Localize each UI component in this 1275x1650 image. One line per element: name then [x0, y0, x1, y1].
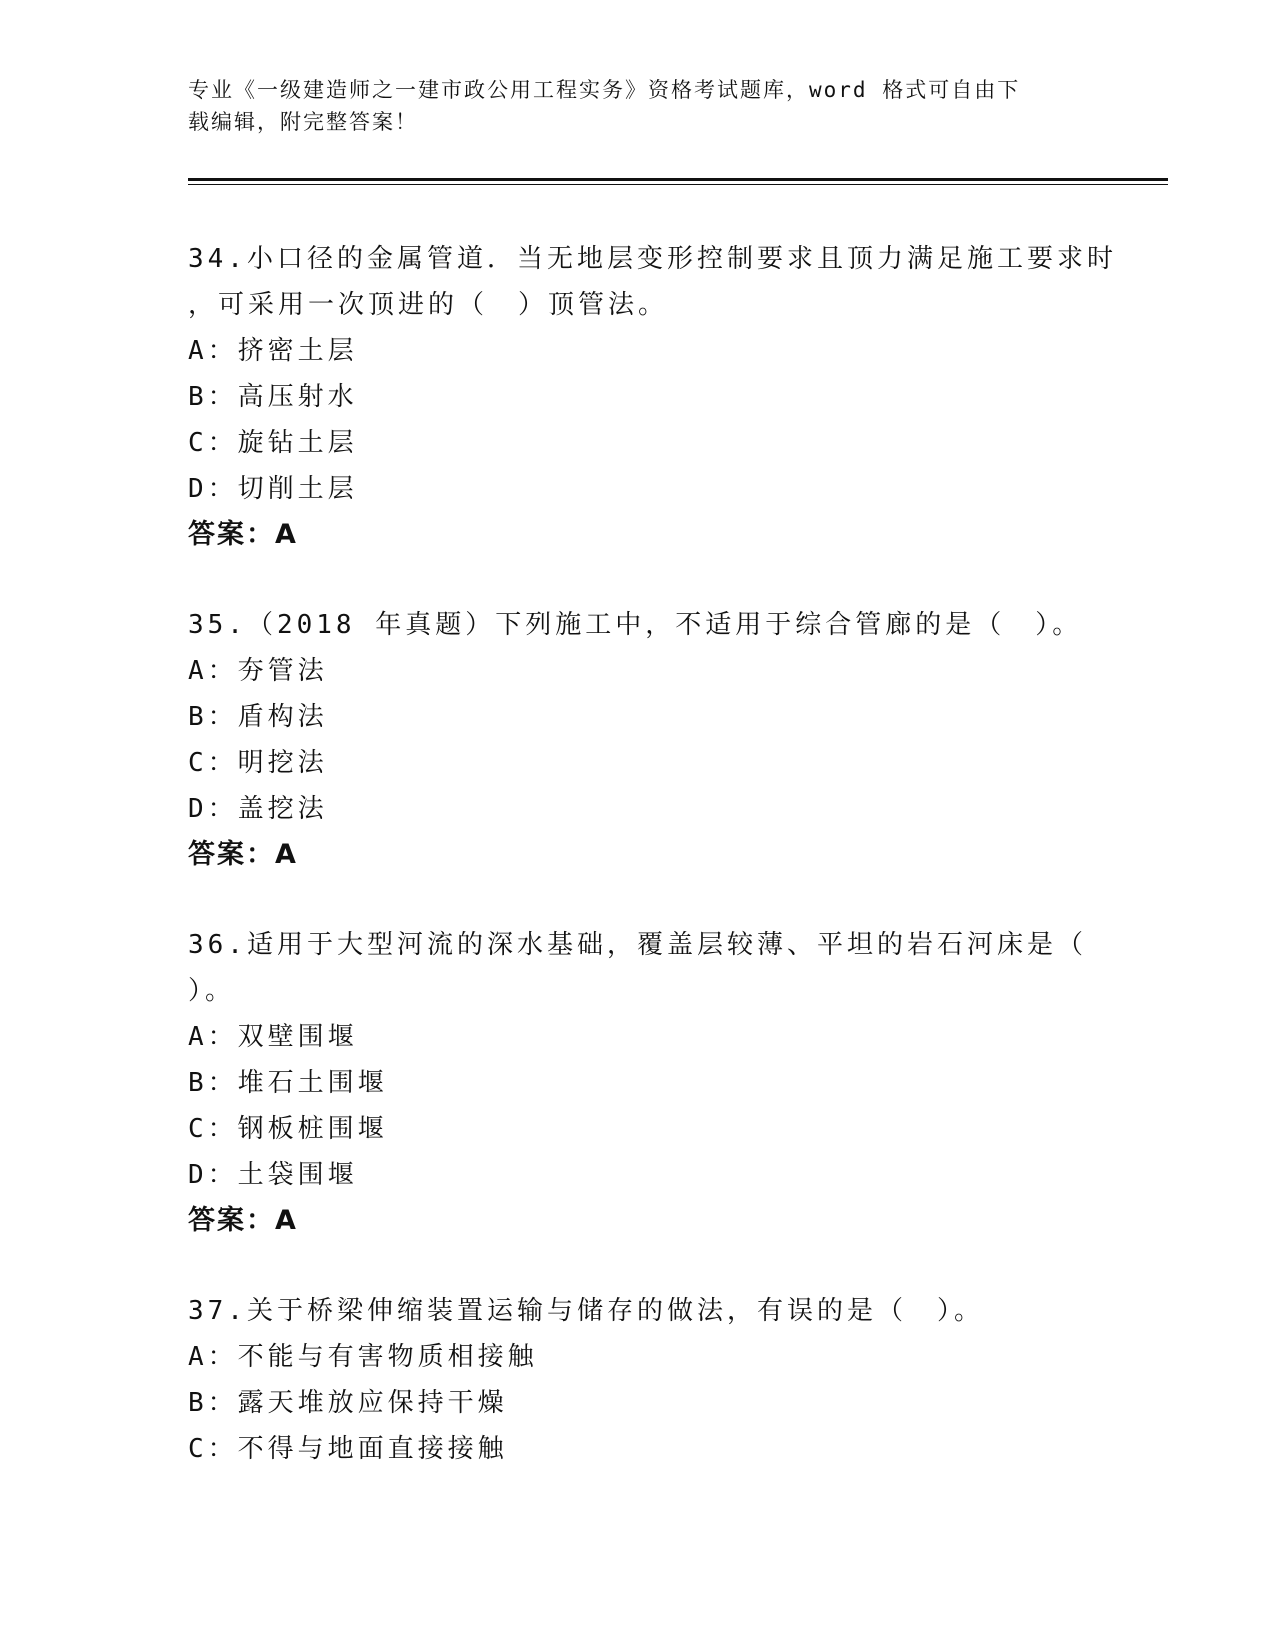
question-list: [188, 236, 1117, 1516]
header-line: 专业《一级建造师之一建市政公用工程实务》资格考试题库，word 格式可自由下: [188, 78, 1021, 102]
option-b: B：露天堆放应保持干燥: [188, 1388, 508, 1418]
question-stem: 34.小口径的金属管道．当无地层变形控制要求且顶力满足施工要求时: [188, 244, 1117, 274]
question-37: [188, 1288, 1088, 1472]
question-stem: ，可采用一次顶进的（ ）顶管法。: [188, 290, 669, 320]
question-stem: 35.（2018 年真题）下列施工中，不适用于综合管廊的是（ ）。: [188, 610, 1083, 640]
option-b: B：堆石土围堰: [188, 1068, 388, 1098]
question-stem: 36.适用于大型河流的深水基础，覆盖层较薄、平坦的岩石河床是（: [188, 930, 1087, 960]
option-c: C：明挖法: [188, 748, 328, 778]
question-34: [188, 236, 1117, 558]
option-a: A：挤密土层: [188, 336, 358, 366]
option-d: D：盖挖法: [188, 794, 328, 824]
question-stem: ）。: [188, 976, 236, 1006]
question-35: [188, 602, 1088, 878]
option-c: C：旋钻土层: [188, 428, 358, 458]
option-d: D：土袋围堰: [188, 1160, 358, 1190]
option-b: B：盾构法: [188, 702, 328, 732]
answer-line: 答案：A: [188, 1205, 298, 1236]
question-stem: 37.关于桥梁伸缩装置运输与储存的做法，有误的是（ ）。: [188, 1296, 984, 1326]
answer-line: 答案：A: [188, 519, 298, 550]
answer-line: 答案：A: [188, 839, 298, 870]
header-line: 载编辑，附完整答案！: [188, 110, 418, 134]
option-b: B：高压射水: [188, 382, 358, 412]
option-c: C：钢板桩围堰: [188, 1114, 388, 1144]
option-d: D：切削土层: [188, 474, 358, 504]
option-a: A：双壁围堰: [188, 1022, 358, 1052]
option-a: A：夯管法: [188, 656, 328, 686]
option-c: C：不得与地面直接接触: [188, 1434, 508, 1464]
document-header: [188, 74, 1088, 138]
question-36: [188, 922, 1088, 1244]
option-a: A：不能与有害物质相接触: [188, 1342, 538, 1372]
header-divider-thin: [188, 184, 1168, 185]
header-divider-thick: [188, 178, 1168, 181]
